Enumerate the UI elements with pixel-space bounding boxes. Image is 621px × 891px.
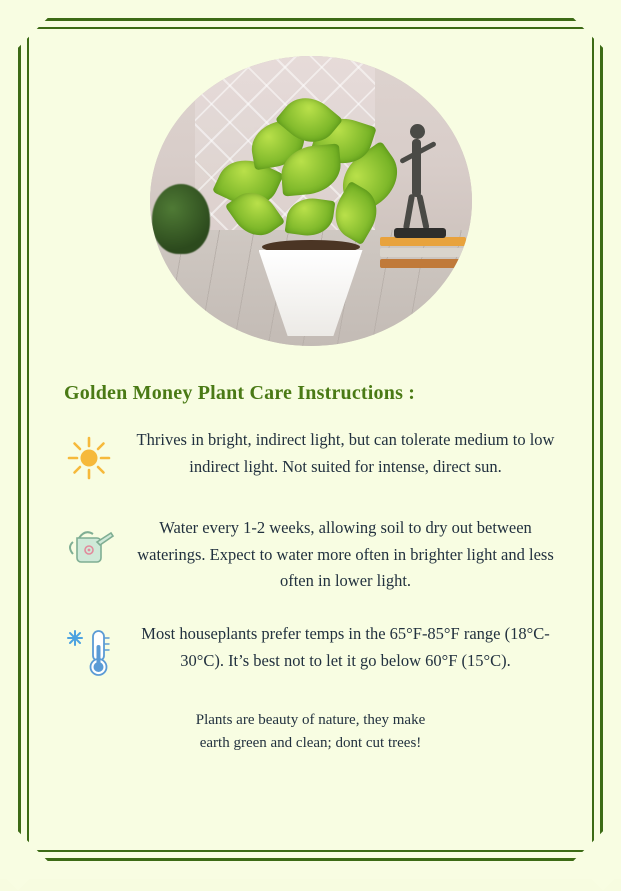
- care-item-text: Most houseplants prefer temps in the 65°F-85°F range (18°C-30°C). It’s best not to let it go below 60°F (15°C).: [141, 624, 550, 670]
- care-item-temperature: [52, 621, 569, 683]
- care-item-light: [52, 427, 569, 489]
- sun-icon: [52, 427, 126, 489]
- care-item-text: Water every 1-2 weeks, allowing soil to dry out between waterings. Expect to water more often in brighter light and less often in lower light.: [137, 518, 554, 591]
- product-photo: [150, 56, 472, 346]
- watering-can-icon: [52, 515, 126, 577]
- thermometer-icon: [52, 621, 126, 683]
- product-photo-wrap: [52, 56, 569, 346]
- photo-background-bush: [152, 184, 210, 254]
- care-item-text: Thrives in bright, indirect light, but can tolerate medium to low indirect light. Not suited for intense, direct sun.: [136, 430, 555, 476]
- care-instruction-list: [52, 427, 569, 683]
- footer-line-2: earth green and clean; dont cut trees!: [199, 735, 422, 752]
- page-title: Golden Money Plant Care Instructions :: [64, 382, 416, 404]
- footer-line-1: Plants are beauty of nature, they make: [195, 712, 426, 729]
- footer-note: [52, 709, 569, 756]
- photo-plant-leaves: [211, 94, 411, 254]
- care-item-water: [52, 515, 569, 595]
